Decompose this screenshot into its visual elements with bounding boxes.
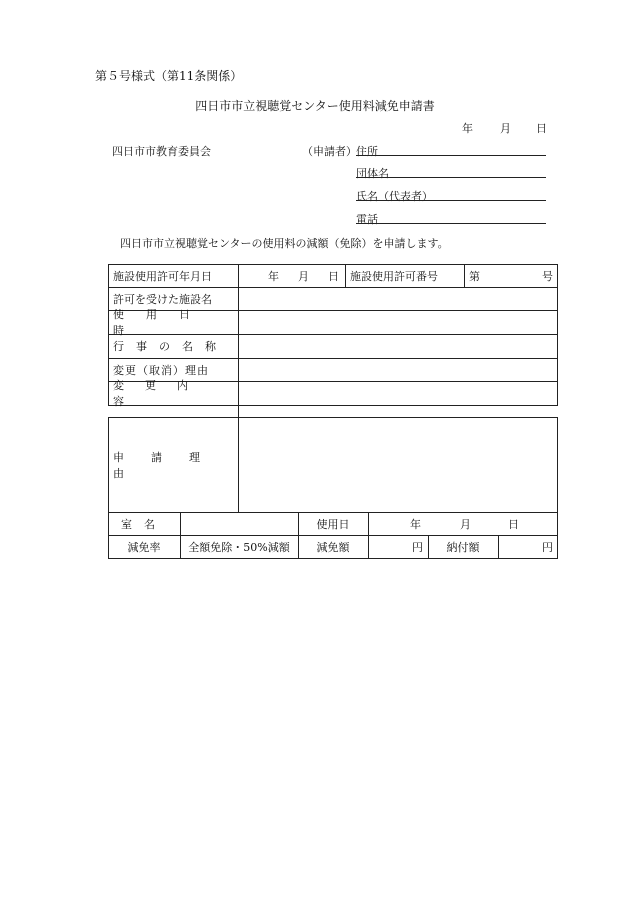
use-day-label: 日	[508, 517, 519, 531]
permit-year-label: 年	[268, 269, 279, 283]
applicant-phone-label: 電話	[356, 213, 378, 226]
applicant-group-label: 団体名	[356, 167, 389, 180]
addressee: 四日市市教育委員会	[112, 145, 211, 158]
permit-number-value[interactable]	[464, 264, 558, 287]
room-name-label-text: 室名	[121, 517, 167, 531]
application-reason-label-text: 申請理由	[113, 450, 227, 480]
applicant-group-line[interactable]	[356, 177, 546, 178]
permit-number-label	[345, 264, 464, 287]
event-name-label-text: 行事の名称	[113, 340, 228, 353]
change-content-value[interactable]	[238, 381, 558, 405]
permit-date-label-text: 施設使用許可年月日	[113, 269, 212, 283]
applicant-name-line[interactable]	[356, 200, 546, 201]
application-reason-value[interactable]	[238, 417, 558, 512]
applicant-name-label: 氏名（代表者）	[356, 190, 433, 203]
usage-datetime-label-text: 使用日時	[113, 308, 212, 337]
applicant-label: （申請者）	[302, 145, 357, 158]
applicant-address-label: 住所	[356, 145, 378, 158]
form-title: 四日市市立視聴覚センター使用料減免申請書	[195, 99, 435, 113]
connector-line	[238, 405, 239, 417]
reduction-amount-label	[298, 535, 368, 559]
change-reason-value[interactable]	[238, 358, 558, 381]
use-date-label-text: 使用日	[316, 517, 350, 531]
permit-date-label	[108, 264, 238, 287]
event-name-value[interactable]	[238, 334, 558, 358]
request-statement: 四日市市立視聴覚センターの使用料の減額（免除）を申請します。	[120, 237, 449, 250]
usage-datetime-value[interactable]	[238, 310, 558, 334]
permit-number-label-text: 施設使用許可番号	[350, 269, 438, 283]
reduction-rate-value-text: 全額免除・50%減額	[188, 541, 290, 554]
reduction-amount-label-text: 減免額	[316, 541, 350, 554]
facility-name-label-text: 許可を受けた施設名	[113, 292, 212, 306]
reduction-rate-value[interactable]	[180, 535, 298, 559]
use-date-value[interactable]	[368, 512, 558, 535]
application-reason-label	[108, 417, 238, 512]
form-number: 第５号様式（第11条関係）	[95, 69, 243, 83]
payment-amount-yen: 円	[542, 541, 553, 554]
permit-month-label: 月	[298, 269, 309, 283]
use-year-label: 年	[410, 517, 421, 531]
change-reason-label-text: 変更（取消）理由	[113, 363, 209, 377]
header-month-label: 月	[500, 122, 511, 135]
facility-name-value[interactable]	[238, 287, 558, 310]
permit-date-value[interactable]	[238, 264, 345, 287]
permit-number-prefix: 第	[469, 269, 480, 283]
permit-number-suffix: 号	[542, 269, 553, 283]
event-name-label	[108, 334, 238, 358]
use-month-label: 月	[460, 517, 471, 531]
usage-datetime-label	[108, 308, 238, 337]
payment-amount-label-text: 納付額	[446, 541, 480, 554]
room-name-label	[108, 512, 180, 535]
header-day-label: 日	[536, 122, 547, 135]
change-content-label	[108, 379, 238, 408]
applicant-address-line[interactable]	[356, 155, 546, 156]
room-name-value[interactable]	[180, 512, 298, 535]
applicant-phone-line[interactable]	[356, 223, 546, 224]
reduction-rate-label	[108, 535, 180, 559]
change-content-label-text: 変更内容	[113, 379, 209, 408]
payment-amount-value[interactable]	[498, 535, 558, 559]
header-year-label: 年	[462, 122, 473, 135]
payment-amount-label	[428, 535, 498, 559]
use-date-label	[298, 512, 368, 535]
reduction-rate-label-text: 減免率	[127, 541, 161, 554]
reduction-amount-yen: 円	[412, 541, 423, 554]
reduction-amount-value[interactable]	[368, 535, 428, 559]
permit-day-label: 日	[328, 269, 339, 283]
